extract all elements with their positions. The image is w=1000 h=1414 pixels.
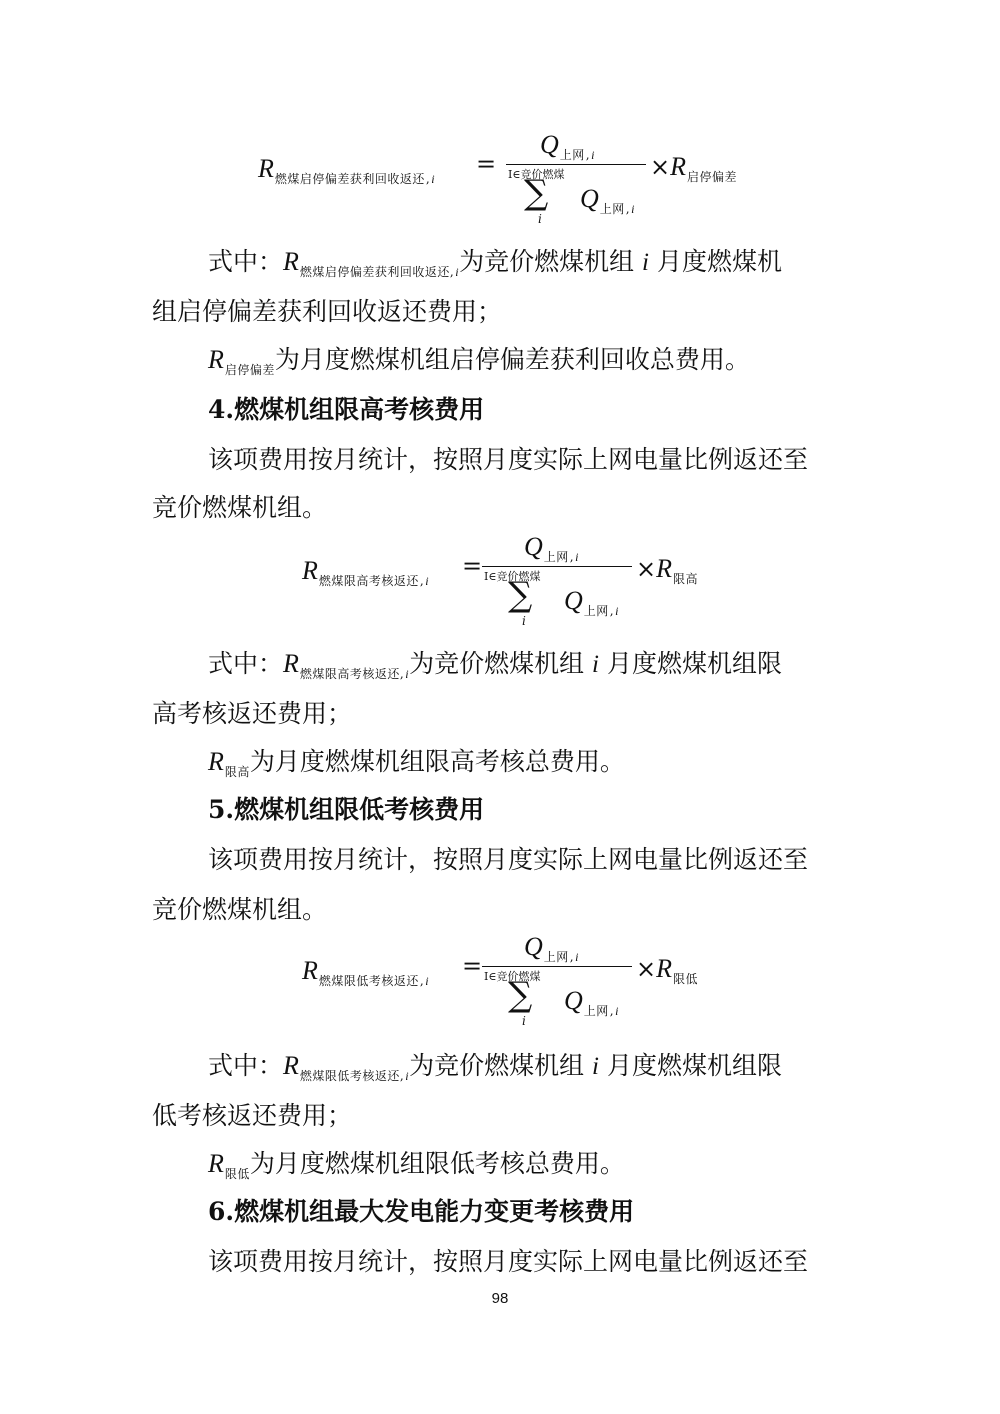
definition-line: 式中：$R_{燃煤限高考核返还,i}$为竞价燃煤机组 i 月度燃煤机组限 — [208, 649, 782, 681]
formula-startstop-return — [258, 130, 778, 226]
definition-line: $R_{启停偏差}$为月度燃煤机组启停偏差获利回收总费用。 — [208, 345, 750, 377]
paragraph-line: 该项费用按月统计，按照月度实际上网电量比例返还至 — [208, 845, 809, 874]
page-number: 98 — [491, 1290, 509, 1307]
fraction-bar — [506, 164, 646, 165]
section-heading: 5.燃煤机组限低考核费用 — [208, 795, 485, 824]
formula-lhs: $R_{燃煤限高考核返还,i}$ — [302, 556, 430, 588]
sum-condition: I∈竞价燃煤 — [508, 168, 565, 181]
formula-denominator: $Q_{上网,i}$ — [564, 986, 619, 1018]
section-heading: 6.燃煤机组最大发电能力变更考核费用 — [208, 1197, 635, 1226]
equals-sign: = — [462, 952, 483, 980]
paragraph-line: 该项费用按月统计，按照月度实际上网电量比例返还至 — [208, 445, 809, 474]
definition-line: 式中：$R_{燃煤启停偏差获利回收返还,i}$为竞价燃煤机组 i 月度燃煤机 — [208, 247, 782, 279]
definition-line: $R_{限高}$为月度燃煤机组限高考核总费用。 — [208, 747, 625, 779]
formula-lhs: $R_{燃煤启停偏差获利回收返还,i}$ — [258, 154, 436, 186]
sum-index: i — [522, 614, 526, 628]
sigma-symbol: ∑ — [508, 575, 533, 615]
equals-sign: = — [476, 150, 497, 178]
sum-condition: I∈竞价燃煤 — [484, 970, 541, 983]
definition-line: 高考核返还费用； — [152, 699, 353, 728]
formula-high-limit-return — [302, 532, 722, 628]
sum-index: i — [522, 1014, 526, 1028]
definition-line: 组启停偏差获利回收返还费用； — [152, 297, 503, 326]
paragraph-line: 该项费用按月统计，按照月度实际上网电量比例返还至 — [208, 1247, 809, 1276]
definition-line: 低考核返还费用； — [152, 1101, 353, 1130]
sigma-symbol: ∑ — [524, 173, 549, 213]
formula-numerator: $Q_{上网,i}$ — [524, 932, 579, 964]
formula-low-limit-return — [302, 932, 722, 1028]
formula-rhs: $\times R_{限高}$ — [636, 554, 699, 586]
formula-denominator: $Q_{上网,i}$ — [564, 586, 619, 618]
formula-numerator: $Q_{上网,i}$ — [540, 130, 595, 162]
sum-condition: I∈竞价燃煤 — [484, 570, 541, 583]
formula-numerator: $Q_{上网,i}$ — [524, 532, 579, 564]
fraction-bar — [482, 966, 632, 967]
sigma-symbol: ∑ — [508, 975, 533, 1015]
formula-lhs: $R_{燃煤限低考核返还,i}$ — [302, 956, 430, 988]
formula-rhs: $\times R_{启停偏差}$ — [650, 152, 738, 184]
definition-line: 式中：$R_{燃煤限低考核返还,i}$为竞价燃煤机组 i 月度燃煤机组限 — [208, 1051, 782, 1083]
paragraph-line: 竞价燃煤机组。 — [152, 895, 328, 924]
definition-line: $R_{限低}$为月度燃煤机组限低考核总费用。 — [208, 1149, 625, 1181]
section-heading: 4.燃煤机组限高考核费用 — [208, 395, 485, 424]
paragraph-line: 竞价燃煤机组。 — [152, 493, 328, 522]
sum-index: i — [538, 212, 542, 226]
formula-rhs: $\times R_{限低}$ — [636, 954, 699, 986]
equals-sign: = — [462, 552, 483, 580]
formula-denominator: $Q_{上网,i}$ — [580, 184, 635, 216]
fraction-bar — [482, 566, 632, 567]
